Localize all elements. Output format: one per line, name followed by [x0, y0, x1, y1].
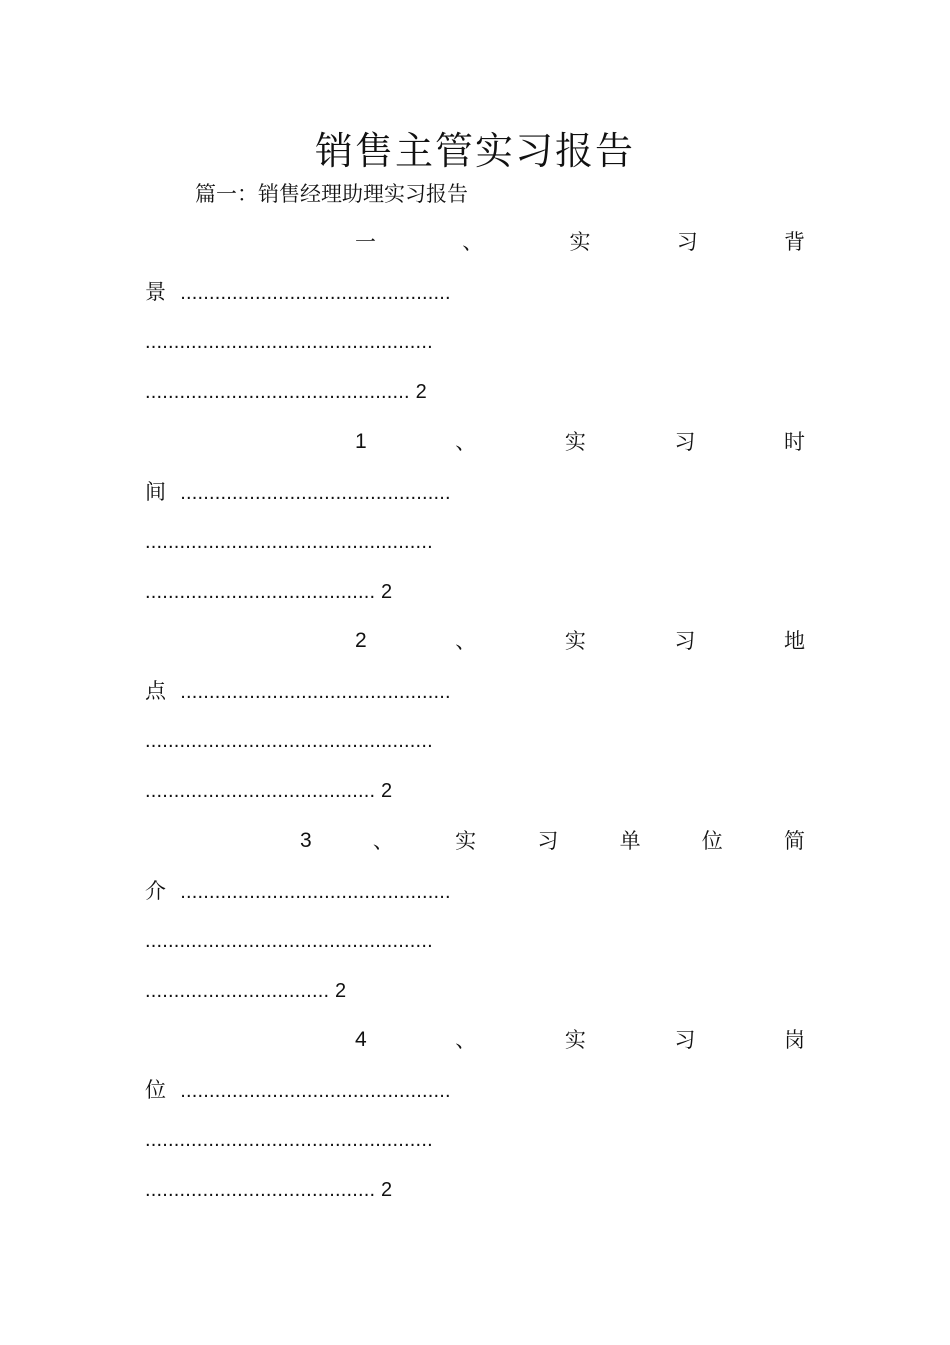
page-number: 2: [381, 780, 393, 802]
toc-heading-part: 、: [455, 430, 477, 454]
toc-leader-line: [145, 377, 805, 407]
toc-heading-part: 3: [300, 829, 312, 852]
toc-heading-part: 一: [355, 230, 376, 254]
toc-leader-line: [145, 976, 805, 1006]
toc-heading-part: 习: [674, 1028, 696, 1052]
document-title: 销售主管实习报告: [314, 129, 635, 173]
toc-heading-part: 1: [355, 430, 367, 453]
toc-heading-part: 习: [674, 430, 696, 454]
leader-dots: ...............................................: [180, 1080, 451, 1102]
page-number: 2: [381, 581, 393, 603]
toc-heading-last-char: 介: [145, 879, 167, 903]
toc-heading-part: 习: [676, 230, 698, 254]
toc-heading-part: 简: [784, 829, 805, 853]
toc-entry-heading: [355, 626, 805, 656]
leader-dots: ........................................: [145, 581, 382, 603]
toc-entry-heading: [355, 427, 805, 457]
toc-heading-last-char: 间: [145, 480, 167, 504]
leader-dots: ...............................................: [180, 681, 451, 703]
toc-entry-heading: [300, 826, 805, 856]
toc-heading-part: 、: [455, 1028, 477, 1052]
toc-heading-part: 实: [569, 230, 591, 254]
document-subtitle: 篇一：销售经理助理实习报告: [195, 182, 468, 206]
toc-heading-part: 习: [537, 829, 559, 853]
toc-heading-last-char: 点: [145, 679, 167, 703]
leader-dots: ..............................................: [145, 381, 416, 403]
leader-dots: ..................................................: [145, 531, 433, 553]
toc-leader-line: [145, 1075, 805, 1105]
toc-heading-part: 、: [455, 629, 477, 653]
leader-dots: ..................................................: [145, 331, 433, 353]
toc-entry-heading: [355, 1025, 805, 1055]
toc-heading-part: 4: [355, 1028, 367, 1051]
leader-dots: ..................................................: [145, 730, 433, 752]
toc-leader-line: [145, 477, 805, 507]
leader-dots: ........................................: [145, 780, 382, 802]
toc-heading-part: 岗: [784, 1028, 805, 1052]
toc-leader-line: [145, 676, 805, 706]
leader-dots: ..................................................: [145, 1129, 433, 1151]
toc-heading-part: 地: [784, 629, 805, 653]
toc-leader-line: [145, 1175, 805, 1205]
toc-heading-last-char: 景: [145, 280, 167, 304]
toc-heading-part: 实: [564, 430, 586, 454]
toc-heading-part: 单: [619, 829, 641, 853]
toc-leader-line: [145, 876, 805, 906]
leader-dots: ...............................................: [180, 482, 451, 504]
leader-dots: ...............................................: [180, 282, 451, 304]
page-number: 2: [381, 1179, 393, 1201]
leader-dots: ........................................: [145, 1179, 382, 1201]
toc-leader-line: [145, 277, 805, 307]
leader-dots: ..................................................: [145, 930, 433, 952]
page-number: 2: [334, 980, 347, 1002]
toc-heading-part: 2: [355, 629, 367, 652]
toc-heading-part: 背: [784, 230, 805, 254]
toc-heading-part: 位: [701, 829, 723, 853]
toc-heading-part: 实: [455, 829, 477, 853]
toc-heading-part: 、: [372, 829, 394, 853]
toc-heading-last-char: 位: [145, 1078, 167, 1102]
toc-leader-line: [145, 577, 805, 607]
leader-dots: ...............................................: [180, 881, 451, 903]
toc-leader-line: [145, 776, 805, 806]
toc-heading-part: 实: [564, 629, 586, 653]
toc-heading-part: 、: [462, 230, 484, 254]
page-number: 2: [415, 381, 427, 403]
toc-entry-heading: [355, 227, 805, 257]
toc-heading-part: 实: [564, 1028, 586, 1052]
leader-dots: ................................: [145, 980, 335, 1002]
toc-heading-part: 习: [674, 629, 696, 653]
toc-heading-part: 时: [784, 430, 805, 454]
